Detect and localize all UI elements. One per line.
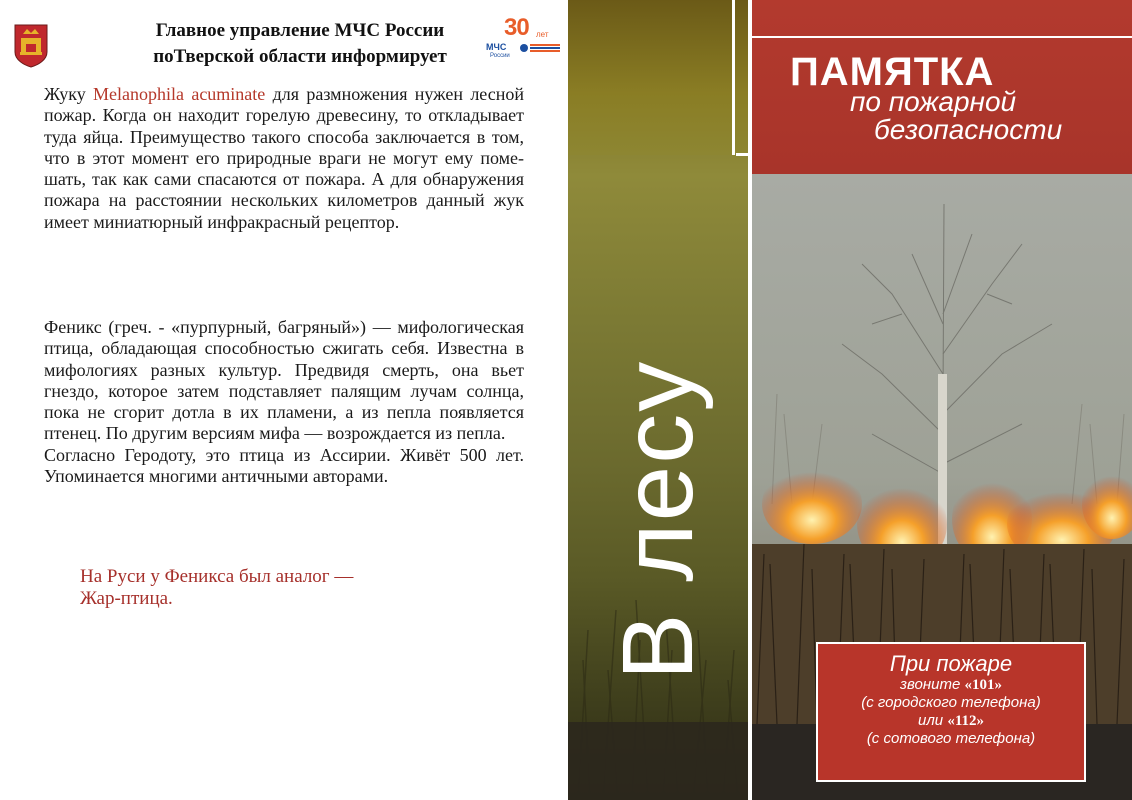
logo-stripes-icon <box>518 42 560 54</box>
article-beetle-lead: Жуку <box>44 84 94 104</box>
spine-top-band <box>568 0 748 155</box>
article-beetle <box>44 84 524 233</box>
cover-subtitle-line-2: безопасности <box>874 114 1063 145</box>
info-call-text: звоните <box>900 676 965 693</box>
cover-subtitle-line-1: по пожарной <box>850 86 1017 117</box>
info-line-4 <box>818 712 1084 730</box>
info-line-1: При пожаре <box>889 651 1013 676</box>
emergency-number-101: «101» <box>964 677 1002 693</box>
info-line-3: (с городского телефона) <box>861 694 1041 711</box>
species-name: Melanophila acuminate <box>93 84 266 104</box>
closing-line-1: На Руси у Феникса был аналог — <box>80 566 354 587</box>
anniversary-country: России <box>490 53 510 59</box>
spine-bottom-band <box>568 722 748 800</box>
spine-label-wrap <box>598 320 718 720</box>
article-phoenix-paragraph-2: Согласно Геродоту, это птица из Ассирии. Живёт 500 лет. Упоминается многими античными авторами. <box>44 444 524 487</box>
closing-note <box>80 566 353 610</box>
spine-label: В лесу <box>602 359 714 681</box>
tver-coat-of-arms-icon <box>14 24 48 68</box>
cover-title-rule <box>751 36 1132 38</box>
mchs-30-years-logo-icon <box>484 16 564 64</box>
info-line-2 <box>818 676 1084 694</box>
header-line-2: поТверской области информирует <box>153 46 447 67</box>
article-beetle-body: для размножения нужен лесной пожар. Когда он находит горелую древесину, то откладывает туда яйца. Преимущество такого способа заключается в том, что в этот момент его природные враги не могут ему помешать, так как сами спасаются от пожара. А для обнаружения пожара на расстоянии нескольких километров данный жук имеет миниатюрный инфракрасный рецептор. <box>44 84 524 232</box>
cover-spine <box>568 0 748 800</box>
info-or-text: или <box>918 712 948 729</box>
anniversary-brand: МЧС <box>486 42 507 52</box>
article-phoenix-paragraph-1: Феникс (греч. - «пурпурный, багряный») — мифологическая птица, обладающая способностью сжигать себя. Известна в мифологиях разных культур. Предвидя смерть, она вьет гнездо, которое затем подставляет палящим лучам солнца, пока не сгорит дотла в их пламени, а из пепла появляется птенец. По другим версиям мифа — возрождается из пепла. <box>44 317 524 444</box>
emergency-info-box <box>816 642 1086 782</box>
anniversary-suffix: лет <box>536 30 549 39</box>
cover-title: ПАМЯТКА <box>790 50 995 94</box>
right-page <box>568 0 1132 800</box>
header <box>120 18 480 70</box>
emergency-number-112: «112» <box>947 713 984 729</box>
header-line-1: Главное управление МЧС России <box>155 20 445 41</box>
closing-line-2: Жар-птица. <box>80 588 173 609</box>
article-beetle-text <box>44 84 524 233</box>
cover-divider-vertical <box>732 0 735 155</box>
anniversary-number: 30 <box>504 14 529 41</box>
info-line-5: (с сотового телефона) <box>866 730 1036 747</box>
article-phoenix <box>44 317 524 487</box>
